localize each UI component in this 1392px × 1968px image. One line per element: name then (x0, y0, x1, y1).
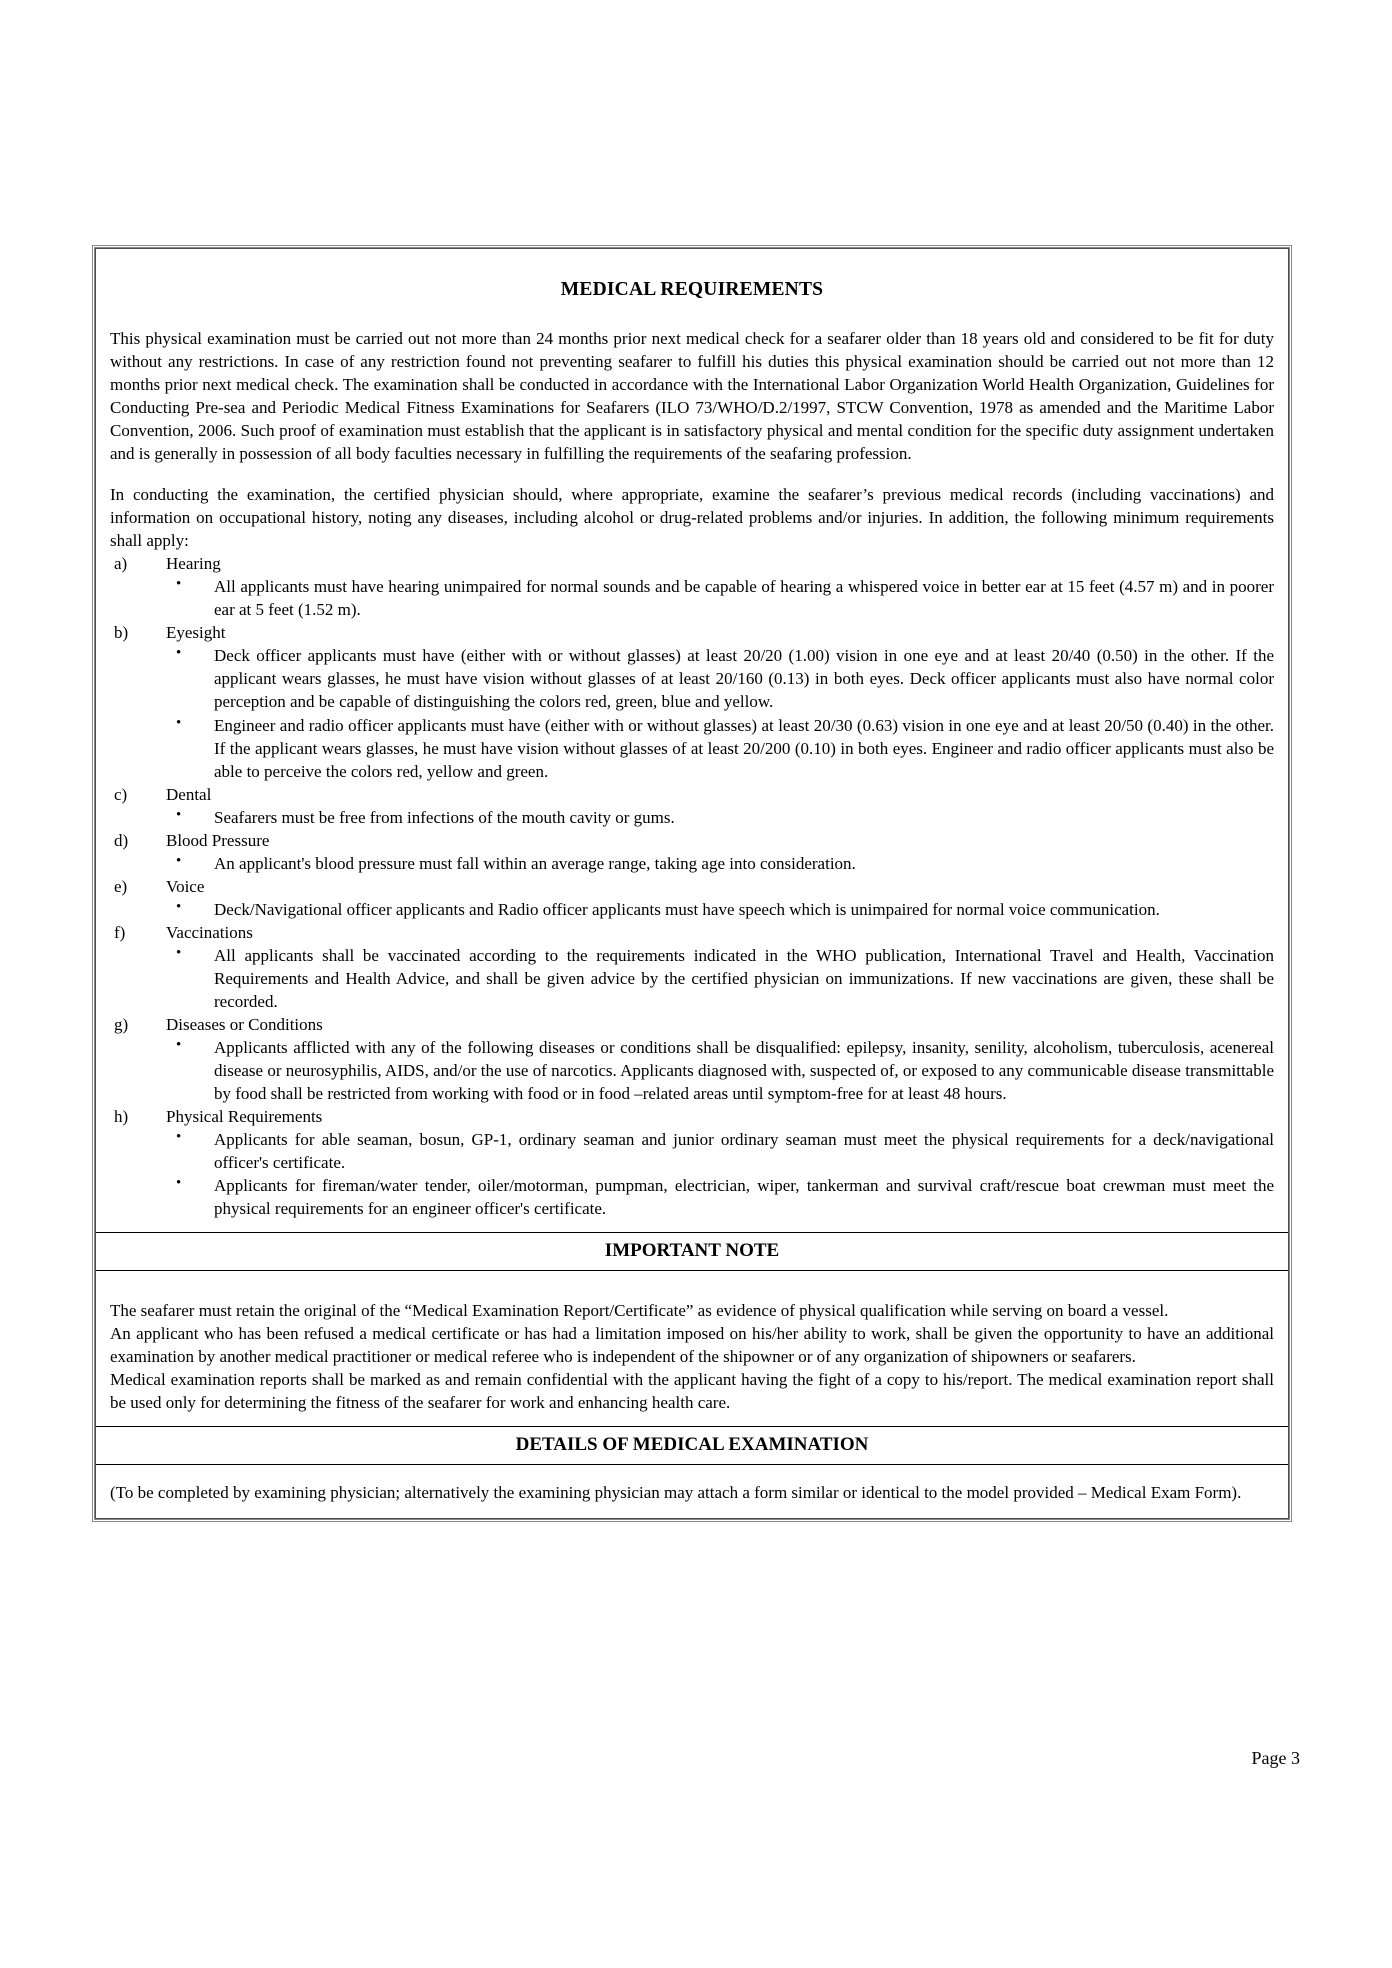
list-item (110, 644, 1274, 713)
requirement-bullets (110, 806, 1274, 829)
medical-requirements-body (96, 249, 1288, 1232)
intro-paragraph-1: This physical examination must be carried out not more than 24 months prior next medical check for a seafarer older than 18 years old and considered to be fit for duty without any restrictions. In case of any restriction found not preventing seafarer to fulfill his duties this physical examination should be carried out not more than 12 months prior next medical check. The examination shall be conducted in accordance with the International Labor Organization World Health Organization, Guidelines for Conducting Pre-sea and Periodic Medical Fitness Examinations for Seafarers (ILO 73/WHO/D.2/1997, STCW Convention, 1978 as amended and the Maritime Labor Convention, 2006. Such proof of examination must establish that the applicant is in satisfactory physical and mental condition for the specific duty assignment undertaken and is generally in possession of all body faculties necessary in fulfilling the requirements of the seafaring profession. (110, 329, 1274, 464)
requirement-marker: a) (114, 554, 128, 574)
important-note-paragraph: Medical examination reports shall be marked as and remain confidential with the applicant having the fight of a copy to his/report. The medical examination report shall be used only for determining the fitness of the seafarer for work and enhancing health care. (110, 1370, 1274, 1413)
requirement-bullets (110, 1036, 1274, 1105)
important-note-body (96, 1271, 1288, 1426)
requirement-heading: Hearing (166, 554, 221, 574)
requirement-marker: d) (114, 830, 129, 850)
requirement-item-physical (110, 1105, 1274, 1220)
bullet-icon: • (176, 806, 182, 823)
requirement-heading-row (110, 921, 1274, 944)
requirement-heading-row (110, 829, 1274, 852)
important-note-heading-section (96, 1232, 1288, 1266)
details-section (96, 1464, 1288, 1518)
requirement-bullets (110, 852, 1274, 875)
list-item-text: Applicants for fireman/water tender, oiler/motorman, pumpman, electrician, wiper, tankerman and survival craft/rescue boat crewman must meet the physical requirements for an engineer officer's certificate. (214, 1176, 1274, 1219)
requirements-list (110, 552, 1274, 1220)
list-item (110, 806, 1274, 829)
details-body (96, 1465, 1288, 1518)
bullet-icon: • (176, 1129, 182, 1146)
requirement-item-vaccinations (110, 921, 1274, 1013)
list-item (110, 852, 1274, 875)
requirement-item-voice (110, 875, 1274, 921)
important-note-title: IMPORTANT NOTE (604, 1240, 780, 1262)
bullet-icon: • (176, 645, 182, 662)
requirement-bullets (110, 898, 1274, 921)
bullet-icon: • (176, 852, 182, 869)
requirement-bullets (110, 1128, 1274, 1220)
requirement-marker: h) (114, 1107, 129, 1127)
important-note-paragraph: The seafarer must retain the original of the “Medical Examination Report/Certificate” as evidence of physical qualification while serving on board a vessel. (110, 1301, 1169, 1321)
list-item (110, 1174, 1274, 1220)
requirement-heading-row (110, 1013, 1274, 1036)
bullet-icon: • (176, 898, 182, 915)
details-section-title: DETAILS OF MEDICAL EXAMINATION (515, 1434, 869, 1456)
list-item-text: All applicants must have hearing unimpaired for normal sounds and be capable of hearing a whispered voice in better ear at 15 feet (4.57 m) and in poorer ear at 5 feet (1.52 m). (214, 577, 1274, 620)
requirement-marker: b) (114, 623, 129, 643)
important-note-section (96, 1270, 1288, 1426)
list-item-text: Seafarers must be free from infections of the mouth cavity or gums. (214, 807, 675, 827)
list-item-text: Engineer and radio officer applicants must have (either with or without glasses) at least 20/30 (0.63) vision in one eye and at least 20/50 (0.40) in the other. If the applicant wears glasses, he must have vision without glasses of at least 20/200 (0.10) in both eyes. Engineer and radio officer applicants must also be able to perceive the colors red, yellow and green. (214, 715, 1274, 781)
intro-paragraph-2: In conducting the examination, the certified physician should, where appropriate, examine the seafarer’s previous medical records (including vaccinations) and information on occupational history, noting any diseases, including alcohol or drug-related problems and/or injuries. In addition, the following minimum requirements shall apply: (110, 485, 1274, 551)
list-item (110, 1036, 1274, 1105)
requirement-heading-row (110, 875, 1274, 898)
requirement-heading-row (110, 783, 1274, 806)
list-item (110, 575, 1274, 621)
requirement-item-hearing (110, 552, 1274, 621)
list-item (110, 1128, 1274, 1174)
page-footer: Page 3 (1251, 1748, 1300, 1768)
bullet-icon: • (176, 944, 182, 961)
list-item-text: Deck/Navigational officer applicants and Radio officer applicants must have speech which is unimpaired for normal voice communication. (214, 899, 1160, 919)
requirement-heading-row (110, 552, 1274, 575)
requirement-marker: f) (114, 922, 126, 942)
details-paragraph: (To be completed by examining physician; alternatively the examining physician may attach a form similar or identical to the model provided – Medical Exam Form). (110, 1483, 1242, 1503)
requirement-item-dental (110, 783, 1274, 829)
medical-requirements-section (96, 249, 1288, 1232)
requirement-heading: Physical Requirements (166, 1107, 323, 1127)
requirement-marker: e) (114, 876, 128, 896)
requirement-item-diseases (110, 1013, 1274, 1105)
list-item-text: Applicants for able seaman, bosun, GP-1, ordinary seaman and junior ordinary seaman must meet the physical requirements for a deck/navigational officer's certificate. (214, 1130, 1274, 1173)
requirement-bullets (110, 575, 1274, 621)
page-title: MEDICAL REQUIREMENTS (560, 279, 824, 300)
requirement-item-blood-pressure (110, 829, 1274, 875)
requirement-bullets (110, 944, 1274, 1013)
list-item-text: Deck officer applicants must have (either with or without glasses) at least 20/20 (1.00) vision in one eye and at least 20/40 (0.50) in the other. If the applicant wears glasses, he must have vision without glasses of at least 20/160 (0.13) in both eyes. Deck officer applicants must also have normal color perception and be capable of distinguishing the colors red, green, blue and yellow. (214, 646, 1274, 712)
document-frame (92, 245, 1292, 1522)
requirement-heading: Blood Pressure (166, 830, 270, 850)
requirement-heading-row (110, 621, 1274, 644)
requirement-heading: Diseases or Conditions (166, 1014, 323, 1034)
requirement-heading: Eyesight (166, 623, 226, 643)
list-item-text: Applicants afflicted with any of the following diseases or conditions shall be disqualified: epilepsy, insanity, senility, alcoholism, tuberculosis, acenereal disease or neurosyphilis, AIDS, and/or the use of narcotics. Applicants diagnosed with, suspected of, or exposed to any communicable disease transmittable by food shall be restricted from working with food or in food –related areas until symptom-free for at least 48 hours. (214, 1037, 1274, 1103)
important-note-paragraph: An applicant who has been refused a medical certificate or has had a limitation imposed on his/her ability to work, shall be given the opportunity to have an additional examination by another medical practitioner or medical referee who is independent of the shipowner or of any organization of shipowners or seafarers. (110, 1324, 1274, 1367)
list-item-text: An applicant's blood pressure must fall within an average range, taking age into consideration. (214, 853, 856, 873)
details-heading-section (96, 1426, 1288, 1460)
list-item (110, 714, 1274, 783)
requirement-heading-row (110, 1105, 1274, 1128)
requirement-item-eyesight (110, 621, 1274, 782)
list-item (110, 898, 1274, 921)
document-inner-border (95, 248, 1289, 1519)
requirement-marker: g) (114, 1014, 129, 1034)
requirement-heading: Vaccinations (166, 922, 253, 942)
bullet-icon: • (176, 576, 182, 593)
bullet-icon: • (176, 1175, 182, 1192)
bullet-icon: • (176, 714, 182, 731)
bullet-icon: • (176, 1036, 182, 1053)
requirement-bullets (110, 644, 1274, 782)
list-item (110, 944, 1274, 1013)
requirement-marker: c) (114, 784, 128, 804)
requirement-heading: Voice (166, 876, 205, 896)
requirement-heading: Dental (166, 784, 212, 804)
list-item-text: All applicants shall be vaccinated according to the requirements indicated in the WHO publication, International Travel and Health, Vaccination Requirements and Health Advice, and shall be given advice by the certified physician on immunizations. If new vaccinations are given, these shall be recorded. (214, 945, 1274, 1011)
